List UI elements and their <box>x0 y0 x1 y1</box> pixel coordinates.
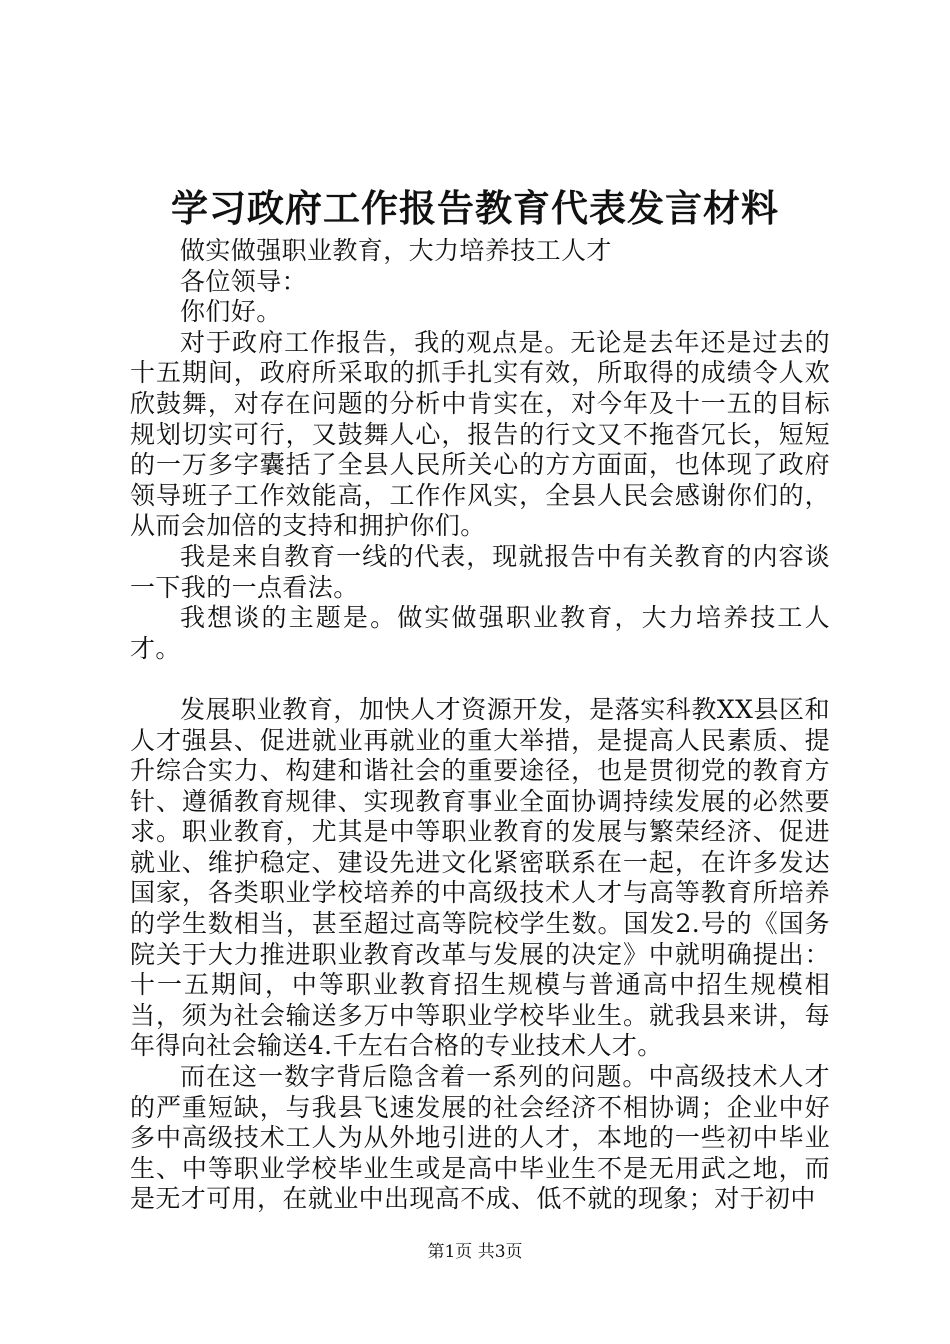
page-footer: 第1页 共3页 <box>427 1242 523 1262</box>
body-paragraph: 对于政府工作报告，我的观点是。无论是去年还是过去的十五期间，政府所采取的抓手扎实有效，所取得的成绩令人欢欣鼓舞，对存在问题的分析中肯实在，对今年及十一五的目标规划切实可行，又鼓舞人心，报告的行文又不拖沓冗长，短短的一万多字囊括了全县人民所关心的方方面面，也体现了政府领导班子工作效能高，工作作风实，全县人民会感谢你们的，从而会加倍的支持和拥护你们。 <box>130 327 830 541</box>
document-body <box>130 236 830 1215</box>
subtitle-paragraph: 做实做强职业教育，大力培养技工人才 <box>180 236 612 265</box>
document-title: 学习政府工作报告教育代表发言材料 <box>171 186 779 230</box>
body-paragraph: 而在这一数字背后隐含着一系列的问题。中高级技术人才的严重短缺，与我县飞速发展的社会经济不相协调；企业中好多中高级技术工人为从外地引进的人才，本地的一些初中毕业生、中等职业学校毕业生或是高中毕业生不是无用武之地，而是无才可用，在就业中出现高不成、低不就的现象；对于初中 <box>130 1062 830 1214</box>
theme-paragraph: 我想谈的主题是。做实做强职业教育，大力培养技工人才。 <box>130 603 830 663</box>
body-paragraph: 我是来自教育一线的代表，现就报告中有关教育的内容谈一下我的一点看法。 <box>130 541 830 602</box>
greeting-paragraph: 你们好。 <box>180 297 282 327</box>
body-paragraph: 发展职业教育，加快人才资源开发，是落实科教XX县区和人才强县、促进就业再就业的重大举措，是提高人民素质、提升综合实力、构建和谐社会的重要途径，也是贯彻党的教育方针、遵循教育规律、实现教育事业全面协调持续发展的必然要求。职业教育，尤其是中等职业教育的发展与繁荣经济、促进就业、维护稳定、建设先进文化紧密联系在一起，在许多发达国家，各类职业学校培养的中高级技术人才与高等教育所培养的学生数相当，甚至超过高等院校学生数。国发2.号的《国务院关于大力推进职业教育改革与发展的决定》中就明确提出：十一五期间，中等职业教育招生规模与普通高中招生规模相当，须为社会输送多万中等职业学校毕业生。就我县来讲，每年得向社会输送4.千左右合格的专业技术人才。 <box>130 694 830 1061</box>
salutation-paragraph: 各位领导： <box>180 266 308 296</box>
